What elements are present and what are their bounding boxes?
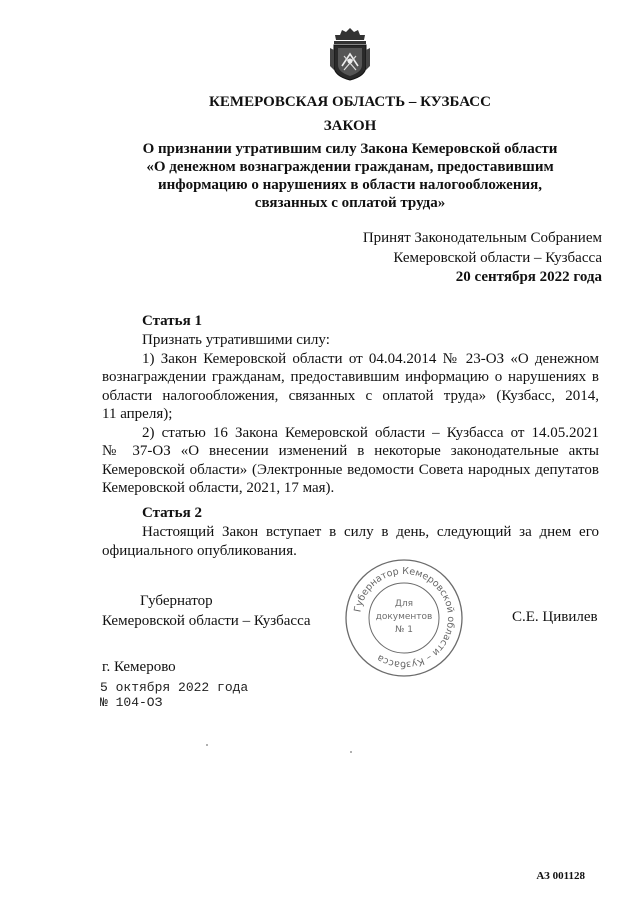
- article-2-line: Настоящий Закон вступает в силу в день, следующий за днем его: [142, 524, 599, 540]
- article-2-title: Статья 2: [142, 505, 202, 521]
- article-1-body: [102, 331, 599, 498]
- city-line: г. Кемерово: [102, 659, 176, 675]
- law-title: [100, 140, 600, 212]
- article-1-item-2-line: № 37-ОЗ «О внесении изменений в некоторые законодательные акты: [102, 443, 599, 459]
- law-title-line: связанных с оплатой труда»: [254, 195, 446, 211]
- official-seal-stamp: [342, 556, 466, 680]
- seal-center-line: № 1: [395, 625, 413, 635]
- adoption-block: [363, 229, 602, 288]
- seal-ring-text: Губернатор Кемеровской области – Кузбасса: [352, 565, 457, 671]
- form-serial-number: АЗ 001128: [536, 870, 585, 882]
- law-number: № 104-ОЗ: [100, 695, 163, 710]
- scan-speck: [206, 744, 208, 746]
- article-1-item-1-line: 11 апреля);: [102, 406, 173, 422]
- article-2-line: официального опубликования.: [102, 542, 297, 559]
- region-heading: КЕМЕРОВСКАЯ ОБЛАСТЬ – КУЗБАСС: [209, 94, 491, 110]
- adoption-line: Принят Законодательным Собранием: [362, 230, 602, 246]
- law-title-line: О признании утратившим силу Закона Кемеровской области: [142, 141, 558, 157]
- signatory-title: [102, 592, 311, 631]
- article-1-item-1-line: вознаграждении гражданам, предоставившим информацию о нарушениях в: [102, 369, 599, 385]
- document-type: ЗАКОН: [323, 118, 377, 134]
- article-1-item-2-line: 2) статью 16 Закона Кемеровской области – Кузбасса от 14.05.2021: [142, 424, 599, 441]
- law-title-line: информацию о нарушениях в области налогообложения,: [158, 177, 542, 193]
- seal-center-line: Для: [394, 599, 414, 609]
- article-1-intro: Признать утратившими силу:: [142, 332, 330, 348]
- article-1-item-2-line: Кемеровской области» (Электронные ведомости Совета народных депутатов: [102, 461, 599, 478]
- article-1-item-2-line: Кемеровской области, 2021, 17 мая).: [102, 480, 335, 496]
- adoption-line: Кемеровской области – Кузбасса: [393, 249, 602, 266]
- signatory-role: Губернатор: [140, 593, 213, 609]
- seal-center-line: документов: [375, 612, 433, 622]
- scan-speck: [350, 751, 352, 753]
- article-1-item-1-line: области налогообложения, связанных с оплатой труда» (Кузбасс, 2014,: [102, 387, 599, 404]
- issue-details: [100, 680, 248, 710]
- signatory-region: Кемеровской области – Кузбасса: [102, 612, 311, 629]
- coat-of-arms-emblem: [328, 26, 372, 82]
- adoption-date: 20 сентября 2022 года: [455, 269, 602, 285]
- issue-date: 5 октября 2022 года: [100, 680, 249, 695]
- article-2-body: [102, 523, 599, 560]
- article-1-item-1-line: 1) Закон Кемеровской области от 04.04.2014 № 23-ОЗ «О денежном: [142, 350, 599, 367]
- signatory-name: С.Е. Цивилев: [512, 609, 598, 625]
- law-title-line: «О денежном вознаграждении гражданам, предоставившим: [146, 159, 554, 175]
- article-1-title: Статья 1: [142, 313, 202, 329]
